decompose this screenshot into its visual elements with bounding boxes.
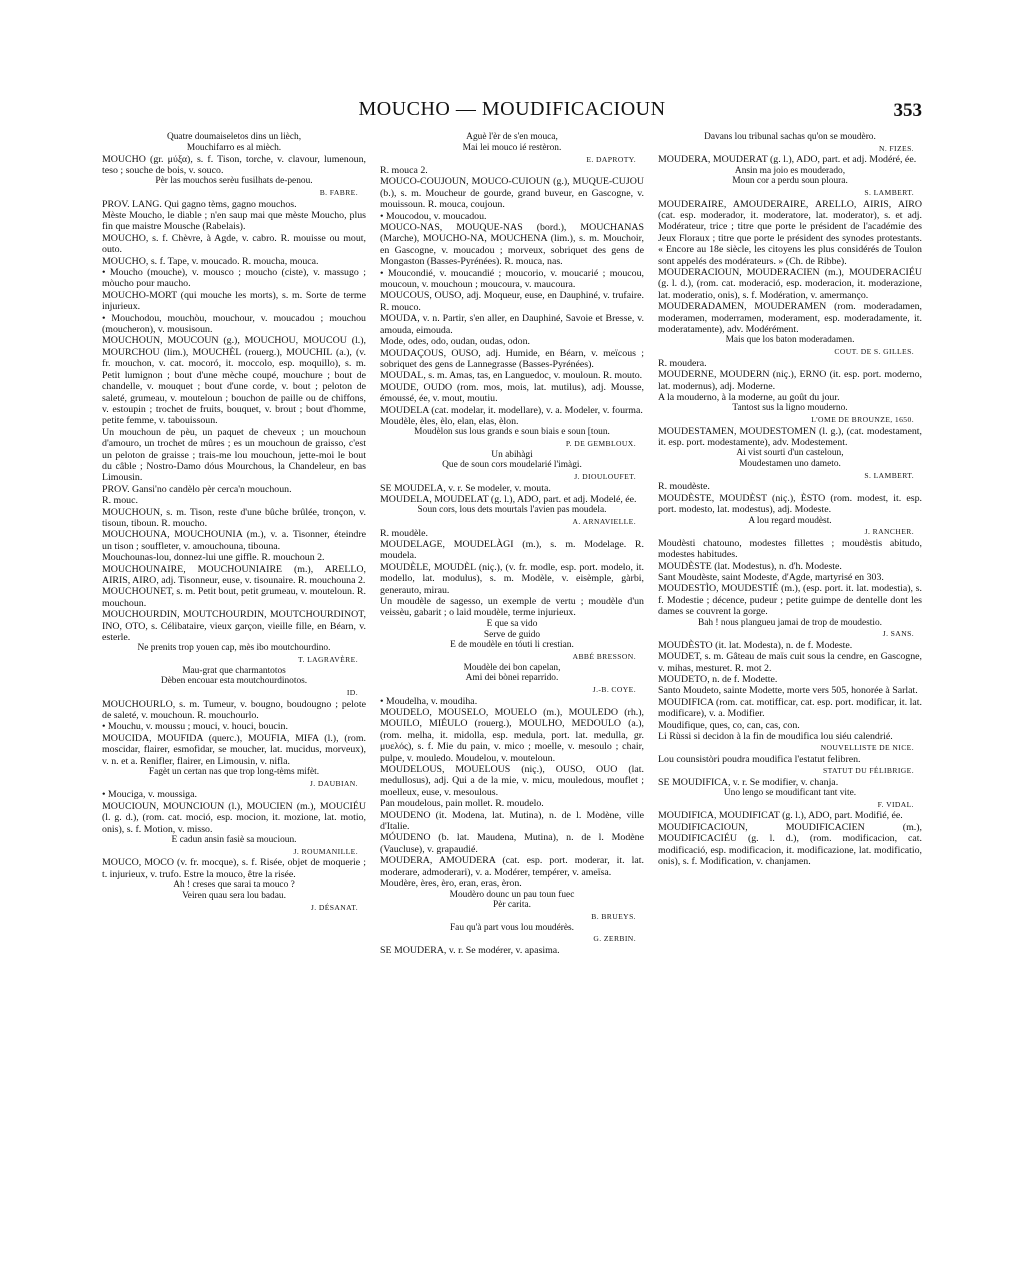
quotation-line: Tantost sus la ligno mouderno. xyxy=(732,403,848,414)
dictionary-entry: MOUCIOUN, MOUNCIOUN (l.), MOUCIEN (m.), MOUCIÉU (l. g. d.), (rom. cat. moció, esp. mocion, it. mozione, lat. motio, onis), s. f. Motion, v. misso. xyxy=(102,800,366,835)
dictionary-entry: R. mouc. xyxy=(102,495,138,507)
quotation-line: Davans lou tribunal sachas qu'on se moudèro. xyxy=(704,132,876,142)
citation-source: J. DÉSANAT. xyxy=(310,902,358,912)
dictionary-entry: MOUDA, v. n. Partir, s'en aller, en Dauphiné, Savoie et Bresse, v. amouda, eimouda. xyxy=(380,313,644,336)
dictionary-entry: R. mouca 2. xyxy=(380,165,428,176)
dictionary-entry: Mèste Moucho, le diable ; n'en saup mai que mèste Moucho, plus fin que maistre Mousche (Rabelais). xyxy=(102,210,366,233)
dictionary-entry: PROV. LANG. Qui gagno tèms, gagno mouchos. xyxy=(102,198,297,210)
quotation-line: Pèr las mouchos serèu fusilhats de-penou. xyxy=(155,176,313,187)
citation-source: J. DAUBIAN. xyxy=(309,778,358,788)
quotation-line: Bah ! nous plangueu jamai de trop de moudestio. xyxy=(697,617,883,628)
citation-source: B. BRUEYS. xyxy=(591,912,636,922)
quotation-line: Moudestamen uno dameto. xyxy=(739,459,841,470)
quotation-line: E de moudèle en tóuti li crestian. xyxy=(450,640,574,651)
dictionary-entry: MOUDE, OUDO (rom. mos, mois, lat. mutilus), adj. Mousse, émoussé, ée, v. mout, moutiu. xyxy=(380,381,644,405)
citation-source: ABBÉ BRESSON. xyxy=(572,652,636,662)
dictionary-entry: • Mouchu, v. moussu ; mouci, v. houci, boucin. xyxy=(102,721,288,733)
quotation-line: Moudèle dei bon capelan, xyxy=(463,662,561,673)
dictionary-entry: MÓUDENO (b. lat. Maudena, Mutina), n. de l. Modène (Vaucluse), v. grapaudié. xyxy=(380,832,644,855)
dictionary-entry: Mouchounas-lou, donnez-lui une giffle. R. mouchoun 2. xyxy=(102,552,325,564)
dictionary-entry: MOUCIDA, MOUFIDA (querc.), MOUFIA, MIFA (l.), (rom. moscidar, flairer, esmofidar, se moucher, lat. mucidus, morveux), v. n. et a. Renifler, flairer, en Limousin, v. nifla. xyxy=(102,732,366,767)
dictionary-entry: MOUCHOUNET, s. m. Petit bout, petit grumeau, v. mouteloun. R. mouchoun. xyxy=(102,586,366,609)
dictionary-entry: MOUDERA, AMOUDERA (cat. esp. port. moderar, it. lat. moderare, admoderari), v. a. Modérer, tempérer, v. ameïsa. xyxy=(380,855,644,878)
dictionary-entry: MOUCO-COUJOUN, MOUCO-CUIOUN (g.), MUQUE-CUJOU (b.), s. m. Moucheur de gourde, grand buveur, en Gascogne, v. mouissoun. R. mouca, coujoun. xyxy=(380,176,644,211)
dictionary-entry: MOUDERA, MOUDERAT (g. l.), ADO, part. et adj. Modéré, ée. xyxy=(658,154,917,166)
dictionary-entry: R. moudèste. xyxy=(658,481,710,493)
dictionary-entry: MOUCHO-MORT (qui mouche les morts), s. m. Sorte de terme injurieux. xyxy=(102,289,366,313)
dictionary-entry: MOUCO, MOCO (v. fr. mocque), s. f. Risée, objet de moquerie ; t. injurieux, v. trufo. Estre la mouco, être la risée. xyxy=(102,857,366,880)
dictionary-entry: Moudèle, èles, èlo, elan, elas, èlon. xyxy=(380,415,519,427)
quotation-line: E cadun ansin fasiè sa moucioun. xyxy=(171,834,297,845)
quotation-line: Un abihàgi xyxy=(491,449,533,460)
citation-source: A. ARNAVIELLE. xyxy=(572,517,636,527)
dictionary-entry: MOUDIFICA, MOUDIFICAT (g. l.), ADO, part. Modifié, ée. xyxy=(658,810,903,822)
dictionary-entry: MOUDETO, n. de f. Modette. xyxy=(658,674,778,686)
quotation-line: Ansin ma joio es mouderado, xyxy=(734,165,846,176)
dictionary-entry: MOUDELO, MOUSELO, MOUELO (m.), MOULEDO (rh.), MOUILO, MIÉULO (rouerg.), MOULHO, MEDOULO (a.), (rom. melha, it. midolla, esp. medula, port. lat. medulla, gr. μυελός), s. f. Mie du pain, v. mico ; moelle, v. mesoulo ; chair, pulpe, v. mouledo. Moudelou, v. mouteloun. xyxy=(380,707,644,764)
page-number: 353 xyxy=(893,100,922,121)
dictionary-entry: • Moucho (mouche), v. mousco ; moucho (ciste), v. massugo ; mòucho pour maucho. xyxy=(102,267,366,290)
citation-source: S. LAMBERT. xyxy=(864,188,914,198)
quotation-line: Pèr carita. xyxy=(493,900,531,911)
quotation-line: Mai lei mouco ié restèron. xyxy=(462,142,562,153)
dictionary-entry: Santo Moudeto, sainte Modette, morte vers 505, honorée à Sarlat. xyxy=(658,685,918,697)
dictionary-entry: Pan moudelous, pain mollet. R. moudelo. xyxy=(380,798,544,810)
dictionary-entry: MOUCHO, s. f. Chèvre, à Agde, v. cabro. R. mouisse ou mout, outo. xyxy=(102,232,366,256)
quotation-line: E que sa vido xyxy=(486,618,538,629)
dictionary-entry: MOUDESTÌO, MOUDESTIÉ (m.), (esp. port. it. lat. modestia), s. f. Modestie ; décence, pudeur ; petite guimpe de dentelle dont les dames se couvrent la gorge. xyxy=(658,583,922,618)
column-3 xyxy=(658,132,922,1218)
quotation-line: Que de soun cors moudelarié l'imàgi. xyxy=(442,460,582,471)
dictionary-entry: • Mouciga, v. moussiga. xyxy=(102,789,197,801)
dictionary-entry: MOUDERNE, MOUDERN (niç.), ERNO (it. esp. port. moderno, lat. modernus), adj. Moderne. xyxy=(658,369,922,392)
dictionary-entry: MOUDERACIOUN, MOUDERACIEN (m.), MOUDERACIÉU (g. l. d.), (rom. cat. moderació, esp. moderacion, it. moderazione, lat. moderatio, onis), s. f. Modération, v. amermanço. xyxy=(658,267,922,301)
quotation-line: Dèben encouar esta moutchourdinotos. xyxy=(160,676,308,687)
quotation-line: Mais que los baton moderadamen. xyxy=(725,335,855,346)
quotation-line: Moudèro dounc un pau toun fuec xyxy=(449,889,575,900)
quotation-line: Mau-grat que charmantotos xyxy=(182,665,286,676)
page-header xyxy=(102,98,922,130)
dictionary-entry: Moudèsti chatouno, modestes fillettes ; moudèstis abitudo, modestes habitudes. xyxy=(658,537,922,561)
dictionary-entry: MOUDÈSTE (lat. Modestus), n. d'h. Modeste. xyxy=(658,560,842,572)
dictionary-entry: • Moucondié, v. moucandié ; moucorio, v. moucarié ; moucou, moucoun, v. mouchoun ; moucoura, v. maucoura. xyxy=(380,267,644,291)
citation-source: NOUVELLISTE DE NICE. xyxy=(820,743,914,753)
citation-source: J. SANS. xyxy=(882,629,914,639)
quotation-line: Mouchifarro es al mièch. xyxy=(186,142,282,153)
quotation-line: Ah ! creses que sarai ta mouco ? xyxy=(173,879,295,890)
quotation-line: Quatre doumaiseletos dins un lièch, xyxy=(166,132,302,142)
dictionary-entry: PROV. Gansi'no candèlo pèr cerca'n mouchoun. xyxy=(102,483,292,495)
dictionary-entry: MOUCHO, s. f. Tape, v. moucado. R. moucha, mouca. xyxy=(102,255,319,267)
dictionary-entry: MOUDERAIRE, AMOUDERAIRE, ARELLO, AIRIS, AIRO (cat. esp. moderador, it. moderatore, lat. moderator), s. et adj. Modérateur, trice ; titre que porte le président de l'académie des Jeux Floraux ; titre que porte le président des synodes protestants. « Encore au 18e siècle, les citoyens les plus considérés de Toulon sont appelés des modérateurs. » (Ch. de Ribbe). xyxy=(658,198,922,267)
dictionary-entry: MOUCHOUNA, MOUCHOUNIA (m.), v. a. Tisonner, éteindre un tison ; souffleter, v. amouchouna, tibouna. xyxy=(102,529,366,552)
quotation-line: Serve de guido xyxy=(483,629,541,640)
dictionary-entry: Moudifique, ques, co, can, cas, con. xyxy=(658,719,800,731)
citation-source: G. ZERBIN. xyxy=(593,934,636,944)
dictionary-entry: MOUCO-NAS, MOUQUE-NAS (bord.), MOUCHANAS (Marche), MOUCHO-NA, MOUCHENA (lim.), s. m. Mouchoir, en Gascogne, v. moucadou ; morveux, sobriquet des gens de Mongaston (Basses-Pyrénées). R. mouca, nas. xyxy=(380,222,644,268)
dictionary-entry: MOUCHO (gr. μύξα), s. f. Tison, torche, v. clavour, lumenoun, teso ; souche de bois, v. souco. xyxy=(102,153,366,176)
quotation-line: A lou regard moudèst. xyxy=(748,515,832,526)
dictionary-entry: Li Rùssi si decidon à la fin de moudifica lou siéu calendrié. xyxy=(658,731,893,743)
text-columns xyxy=(102,132,922,1218)
dictionary-entry: MOUCHOUN, s. m. Tison, reste d'une bûche brûlée, tronçon, v. tisoun, tiboun. R. moucho. xyxy=(102,506,366,529)
dictionary-entry: R. moudera. xyxy=(658,357,707,369)
dictionary-entry: MOUDÈSTE, MOUDÈST (niç.), ÈSTO (rom. modest, it. esp. port. modesto, lat. modestus), adj. Modeste. xyxy=(658,492,922,516)
dictionary-entry: R. moudèle. xyxy=(380,527,428,539)
citation-source: STATUT DU FÉLIBRIGE. xyxy=(823,766,914,776)
quotation-line: Soun cors, lous dets mourtals l'avien pas moudela. xyxy=(417,505,607,516)
citation-source: J. RANCHER. xyxy=(864,527,914,537)
quotation-line: Ami dei bònei reparrido. xyxy=(465,673,559,684)
dictionary-entry: MOUDELOUS, MOUELOUS (niç.), OUSO, OUO (lat. medullosus), adj. Qui a de la mie, v. micu, mouledous, mouflet ; moelleux, euse, v. mesoulous. xyxy=(380,764,644,798)
citation-source: ID. xyxy=(346,688,358,698)
dictionary-entry: MOUCHOURDIN, MOUTCHOURDIN, MOUTCHOURDINOT, INO, OTO, s. Célibataire, vieux garçon, vieille fille, en Béarn, v. esterle. xyxy=(102,609,366,644)
dictionary-entry: MOUDAL, s. m. Amas, tas, en Languedoc, v. mouloun. R. mouto. xyxy=(380,370,643,382)
quotation-line: Aguè l'èr de s'en mouca, xyxy=(466,132,558,142)
dictionary-entry: MOUDELA (cat. modelar, it. modellare), v. a. Modeler, v. fourma. xyxy=(380,404,643,416)
citation-source: N. FIZES. xyxy=(878,143,914,153)
dictionary-entry: SE MOUDERA, v. r. Se modérer, v. apasima. xyxy=(380,944,560,956)
dictionary-entry: A la mouderno, à la moderne, au goût du jour. xyxy=(658,391,840,403)
dictionary-entry: MOUDIFICACIOUN, MOUDIFICACIEN (m.), MOUDIFICACIÉU (g. l. d.), (rom. modificacion, cat. modificació, esp. modificacion, it. modificazione, lat. modificatio, onis), s. f. Modification, v. chanjamen. xyxy=(658,821,922,867)
citation-source: COUT. DE S. GILLES. xyxy=(834,347,914,357)
dictionary-entry: Un moudèle de sagesso, un exemple de vertu ; moudèle d'un veissèu, gabarit ; o laid moudèle, terme injurieux. xyxy=(380,596,644,619)
dictionary-entry: MOUCHOURLO, s. m. Tumeur, v. bougno, boudougno ; pelote de saleté, v. mouchoun. R. mouchourlo. xyxy=(102,698,366,722)
dictionary-page xyxy=(102,98,922,1218)
citation-source: B. FABRE. xyxy=(319,188,358,198)
citation-source: J.-B. COYE. xyxy=(592,685,636,695)
citation-source: J. ROUMANILLE. xyxy=(293,846,358,856)
quotation-line: Fau qu'à part vous lou moudérès. xyxy=(449,922,575,933)
dictionary-entry: MOUDÈSTO (it. lat. Modesta), n. de f. Modeste. xyxy=(658,639,853,651)
dictionary-entry: MOUDIFICA (rom. cat. motifficar, cat. esp. port. modificar, it. lat. modificare), v. a. Modifier. xyxy=(658,696,922,720)
dictionary-entry: • Moudelha, v. moudiha. xyxy=(380,695,478,707)
running-title: MOUCHO — MOUDIFICACIOUN xyxy=(358,98,666,120)
dictionary-entry: MOUCHOUNAIRE, MOUCHOUNIAIRE (m.), ARELLO, AIRIS, AIRO, adj. Tisonneur, euse, v. tisounaire. R. mouchouna 2. xyxy=(102,563,366,587)
dictionary-entry: SE MOUDIFICA, v. r. Se modifier, v. chanja. xyxy=(658,776,839,788)
quotation-line: Ne prenits trop youen cap, mès ibo moutchourdino. xyxy=(137,643,331,654)
dictionary-entry: MOUDAÇOUS, OUSO, adj. Humide, en Béarn, v. meïcous ; sobriquet des gens de Lannegrasse (Basses-Pyrénées). xyxy=(380,347,644,370)
dictionary-entry: Mode, odes, odo, oudan, oudas, odon. xyxy=(380,336,531,348)
dictionary-entry: MOUDELA, MOUDELAT (g. l.), ADO, part. et adj. Modelé, ée. xyxy=(380,493,637,505)
citation-source: P. DE GEMBLOUX. xyxy=(565,439,636,449)
quotation-line: Moun cor a perdu soun ploura. xyxy=(732,176,848,187)
dictionary-entry: MOUCOUS, OUSO, adj. Moqueur, euse, en Dauphiné, v. trufaire. R. mouco. xyxy=(380,290,644,313)
citation-source: J. DIOULOUFET. xyxy=(574,472,636,482)
quotation-line: Moudèlon sus lous grands e soun biais e soun [toun. xyxy=(414,427,610,438)
dictionary-entry: MOUDERADAMEN, MOUDERAMEN (rom. moderadamen, moderamen, moderramen, moderament, esp. moderadamente, it. moderatamente), adv. Modérément. xyxy=(658,301,922,336)
dictionary-entry: Lou counsistòri poudra moudifica l'estatut felibren. xyxy=(658,753,861,765)
dictionary-entry: SE MOUDELA, v. r. Se modeler, v. mouta. xyxy=(380,482,551,494)
dictionary-entry: MOUDESTAMEN, MOUDESTOMEN (l. g.), (cat. modestament, it. esp. port. modestamente), adv. Modestement. xyxy=(658,425,922,448)
dictionary-entry: Un mouchoun de pèu, un paquet de cheveux ; un mouchoun d'amouro, un trochet de mûres ; es un mouchoun de graisso, c'est un peloton de graisse ; trais-me lou mouchoun, jette-moi le bout du câble ; Nostro-Damo dóus Mourchous, la Chandeleur, en bas Limousin. xyxy=(102,426,366,484)
citation-source: S. LAMBERT. xyxy=(864,470,914,480)
citation-source: T. LAGRAVÈRE. xyxy=(298,655,358,665)
dictionary-entry: MOUDELAGE, MOUDELÀGI (m.), s. m. Modelage. R. moudela. xyxy=(380,538,644,562)
quotation-line: Uno lengo se moudificant tant vite. xyxy=(723,788,857,799)
quotation-line: Fagèt un certan nas que trop long-tèms mifèt. xyxy=(148,767,320,778)
quotation-line: Ai vist sourti d'un casteloun, xyxy=(736,448,844,459)
dictionary-entry: MOUDÈLE, MOUDÈL (niç.), (v. fr. modle, esp. port. modelo, it. modello, lat. modulus), s. m. Modèle, v. eisèmple, gàrbi, generauto, mirau. xyxy=(380,561,644,596)
dictionary-entry: Moudère, ères, èro, eran, eras, èron. xyxy=(380,878,522,890)
dictionary-entry: • Moucodou, v. moucadou. xyxy=(380,210,487,222)
column-2 xyxy=(380,132,644,1218)
citation-source: F. VIDAL. xyxy=(877,799,914,809)
column-1 xyxy=(102,132,366,1218)
dictionary-entry: MOUDENO (it. Modena, lat. Mutina), n. de l. Modène, ville d'Italie. xyxy=(380,809,644,833)
quotation-line: Veiren quau sera lou badau. xyxy=(182,890,286,901)
dictionary-entry: MOUDET, s. m. Gâteau de maïs cuit sous la cendre, en Gascogne, v. mihas, mesturet. R. mot 2. xyxy=(658,651,922,674)
citation-source: L'OME DE BROUNZE, 1650. xyxy=(811,415,914,425)
citation-source: E. DAPROTY. xyxy=(586,154,636,164)
dictionary-entry: Sant Moudèste, saint Modeste, d'Agde, martyrisé en 303. xyxy=(658,571,884,583)
dictionary-entry: • Mouchodou, mouchòu, mouchour, v. moucadou ; mouchou (moucheron), v. mousisoun. xyxy=(102,312,366,336)
dictionary-entry: MOUCHOUN, MOUCOUN (g.), MOUCHOU, MOUCOU (l.), MOURCHOU (lim.), MOUCHÈL (rouerg.), MOUCHIL (a.), (v. fr. mouchon, v. cat. mocoró, it. moccolo, esp. moquillo), s. m. Petit lumignon ; bout d'une mèche coupé, mouchure ; bout de chandelle, v. mouquet ; bout d'une corde, v. bout ; peloton de saleté, grumeau, v. mouteloun ; bouchon de paille ou de chiffons, v. estoupin ; trochet de fruits, bouquet, v. brout ; bout d'homme, petite femme, v. tabouissoun. xyxy=(102,335,366,427)
